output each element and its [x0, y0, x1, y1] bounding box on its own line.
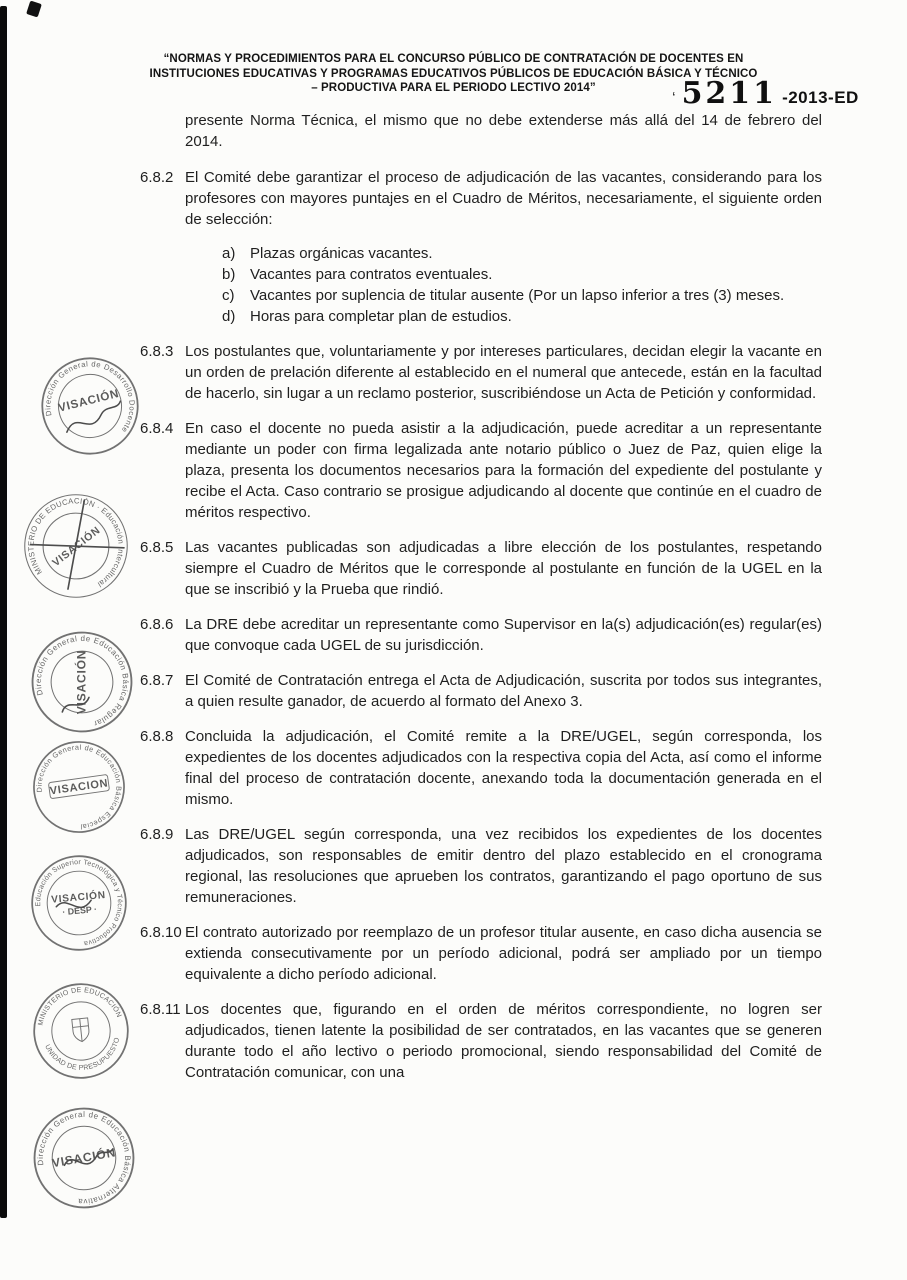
stamp-visacion-basica-alternativa: [19, 1093, 149, 1223]
scan-edge-line: [0, 6, 7, 1218]
list-item-text: Plazas orgánicas vacantes.: [250, 245, 433, 262]
stamp-label: VISACIÓN: [56, 387, 121, 415]
paragraph-number: 6.8.8: [140, 728, 174, 745]
paragraph-text: El contrato autorizado por reemplazo de un profesor titular ausente, en caso dicha ausencia se extienda consecutivamente por un período adicional, podrá ser ampliado por un tiempo equivalente a dicho período adicional.: [185, 924, 822, 983]
stamp-visacion-basica-regular: [11, 611, 152, 752]
paragraph-text: Concluida la adjudicación, el Comité remite a la DRE/UGEL, según corresponda, los expedientes de los docentes adjudicados con la respectiva copia del Acta, así como el informe final del proceso de contratación docente, anexando toda la documentación generada en el mismo.: [185, 728, 822, 808]
stamp-ring-text: Dirección General de Educación Básica Especial: [34, 742, 124, 832]
paragraph-text: Las DRE/UGEL según corresponda, una vez recibidos los expedientes de los docentes adjudicados, son responsables de emitir dentro del plazo establecido en el cronograma regional, las resoluciones que aprueben los contratos, garantizando el pago oportuno de sus remuneraciones.: [185, 826, 822, 906]
seal-graphic: [11, 611, 152, 752]
list-item: [222, 285, 822, 306]
paragraph-number: 6.8.11: [140, 1001, 181, 1018]
stamp-ring-text: Dirección General de Desarrollo Docente: [43, 359, 137, 435]
stamp-ministerio-unidad-presupuesto: [23, 973, 139, 1089]
paragraph-6-8-11: [140, 999, 822, 1083]
list-item-marker: a): [222, 245, 236, 262]
document-number: 5211: [681, 76, 778, 111]
seal-graphic: [25, 341, 156, 472]
stamp-ring-text: Dirección General de Educación Básica Regular: [33, 633, 131, 729]
list-item-marker: c): [222, 287, 235, 304]
paragraph-6-8-4: [140, 418, 822, 523]
paragraph-number: 6.8.3: [140, 343, 174, 360]
stamp-visacion-basica-especial: [21, 729, 136, 844]
paragraph-number: 6.8.4: [140, 420, 174, 437]
list-item-marker: b): [222, 266, 236, 283]
stamp-label: VISACIÓN: [50, 1145, 117, 1171]
document-number-stamp: [672, 76, 859, 111]
paragraph-text: El Comité debe garantizar el proceso de adjudicación de las vacantes, considerando para los profesores con mayores puntajes en el Cuadro de Méritos, necesariamente, el siguiente orden de selección:: [185, 169, 822, 228]
paragraph-6-8-10: [140, 922, 822, 985]
document-body: [140, 110, 822, 1097]
paragraph-text: El Comité de Contratación entrega el Acta de Adjudicación, suscrita por todos sus integrantes, a quien resulte ganador, de acuerdo al formato del Anexo 3.: [185, 672, 822, 710]
stamp-label: VISACION: [49, 777, 110, 798]
emblem-divisions: [72, 1018, 90, 1043]
stamp-ring-text: MINISTERIO DE EDUCACIÓN · Educación Intercultural: [26, 496, 126, 589]
paragraph-number: 6.8.7: [140, 672, 174, 689]
header-line: INSTITUCIONES EDUCATIVAS Y PROGRAMAS EDUCATIVOS PÚBLICOS DE EDUCACIÓN BÁSICA Y TÉCNICO: [149, 67, 758, 80]
paragraph-number: 6.8.5: [140, 539, 174, 556]
stamp-label: VISACIÓN: [50, 890, 107, 906]
stamp-ring-text: Educación Superior Tecnológica y Técnico Productiva: [35, 859, 123, 947]
stamp-visacion-desarrollo-docente: [25, 341, 156, 472]
paragraph-6-8-3: [140, 341, 822, 404]
list-item: [222, 264, 822, 285]
paragraph-number: 6.8.10: [140, 924, 182, 941]
paragraph-6-8-7: [140, 670, 822, 712]
paragraph-text: Los postulantes que, voluntariamente y por intereses particulares, decidan elegir la vacante en un orden de prelación diferente al establecido en el numeral que antecede, están en la facultad de hacerlo, sin lugar a un reclamo posterior, suscribiéndose un Acta de Petición y conformidad.: [185, 343, 822, 402]
stamp-ring-top-text: MINISTERIO DE EDUCACIÓN: [37, 987, 123, 1027]
seal-graphic: [0, 465, 157, 628]
scan-artifact: [26, 0, 42, 17]
stamp-label: VISACIÓN: [74, 649, 89, 715]
list-item-text: Vacantes por suplencia de titular ausente (Por un lapso inferior a tres (3) meses.: [250, 287, 785, 304]
header-line: – PRODUCTIVA PARA EL PERIODO LECTIVO 2014”: [311, 82, 596, 94]
list-item: [222, 306, 822, 327]
svg-text:MINISTERIO DE EDUCACIÓN: [34, 983, 123, 1027]
pen-tick-mark: ‘: [672, 90, 676, 107]
list-item-marker: d): [222, 308, 236, 325]
stamp-ring-bottom-text: UNIDAD DE PRESUPUESTO: [43, 1036, 122, 1072]
paragraph-6-8-8: [140, 726, 822, 810]
seal-graphic: [23, 973, 139, 1089]
document-number-suffix: -2013-ED: [782, 88, 859, 107]
header-line: “NORMAS Y PROCEDIMIENTOS PARA EL CONCURSO PÚBLICO DE CONTRATACIÓN DE DOCENTES EN: [163, 53, 744, 65]
paragraph-number: 6.8.2: [140, 169, 174, 186]
list-item: [222, 243, 822, 264]
paragraph-6-8-2: [140, 167, 822, 327]
seal-graphic: [22, 846, 137, 961]
paragraph-number: 6.8.6: [140, 616, 174, 633]
seal-graphic: [19, 1093, 149, 1223]
list-item-text: Vacantes para contratos eventuales.: [250, 266, 493, 283]
seal-graphic: [21, 729, 136, 844]
paragraph-text: En caso el docente no pueda asistir a la adjudicación, puede acreditar a un representante mediante un poder con firma legalizada ante notario público o Juez de Paz, quien elige la plaza, presenta los documentos necesarios para la formación del expediente del postulante y recibe el Acta. Caso contrario se prosigue adjudicando al docente que continúe en el cuadro de méritos respectivo.: [185, 420, 822, 521]
intro-paragraph: presente Norma Técnica, el mismo que no debe extenderse más allá del 14 de febrero del 2014.: [185, 112, 822, 150]
stamp-label: VISACIÓN: [50, 524, 103, 570]
selection-order-list: [222, 243, 822, 327]
stamp-label-secondary: · DESP ·: [61, 904, 98, 918]
paragraph-text: La DRE debe acreditar un representante como Supervisor en la(s) adjudicación(es) regular(es) que convoque cada UGEL de su jurisdicción.: [185, 616, 822, 654]
stamp-ring-text: Dirección General de Educación Básica Alternativa: [35, 1109, 133, 1207]
paragraph-body: [185, 167, 822, 327]
stamp-visacion-desp: [22, 846, 137, 961]
paragraph-text: Los docentes que, figurando en el orden de méritos correspondiente, no logren ser adjudicados, tienen latente la posibilidad de ser contratados, en las vacantes que se generen durante todo el año lectivo o periodo promocional, siendo responsabilidad del Comité de Contratación comunicar, con una: [185, 1001, 822, 1081]
list-item-text: Horas para completar plan de estudios.: [250, 308, 512, 325]
paragraph-6-8-6: [140, 614, 822, 656]
paragraph-6-8-9: [140, 824, 822, 908]
stamp-visacion-ministerio-educacion: [0, 465, 157, 628]
paragraph-text: Las vacantes publicadas son adjudicadas a libre elección de los postulantes, respetando siempre el Cuadro de Méritos que le corresponde al postulante en función de la UGEL en la que se inscribió y la Prueba que rindió.: [185, 539, 822, 598]
paragraph-6-8-5: [140, 537, 822, 600]
paragraph-number: 6.8.9: [140, 826, 174, 843]
